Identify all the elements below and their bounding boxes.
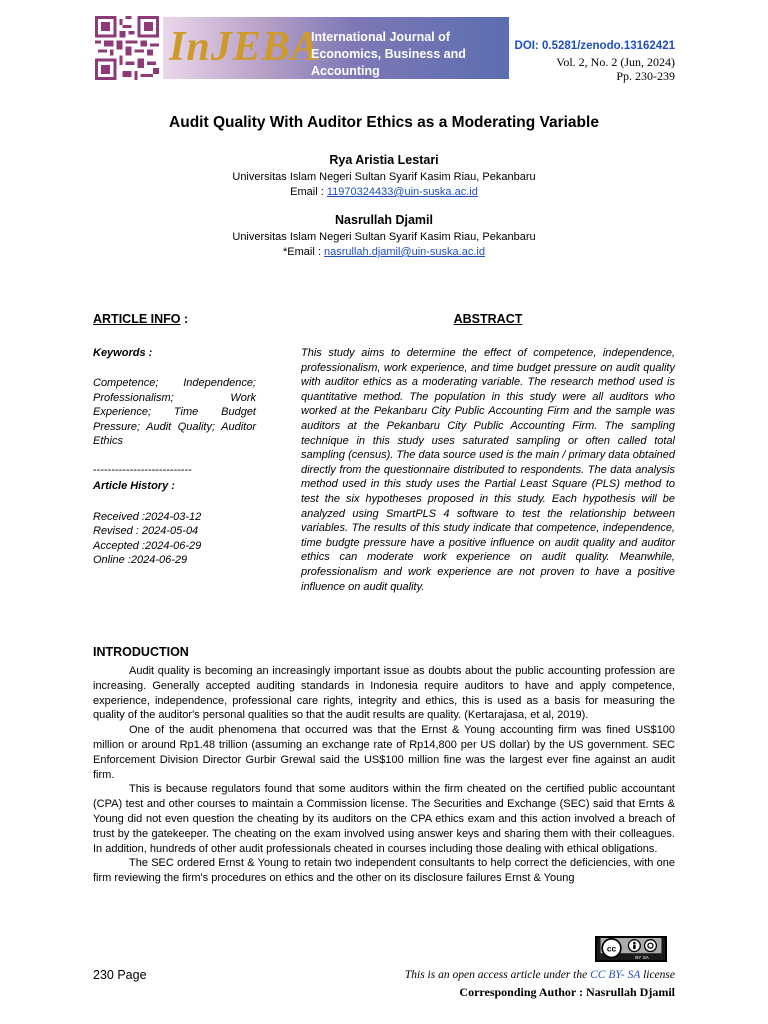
- journal-logo: InJEBA: [169, 24, 320, 70]
- paragraph: Audit quality is becoming an increasingly important issue as doubts about the public accounting profession are increasing. Generally accepted auditing standards in Indonesia require auditors to have and apply competence, experience, independence, professional care rights, integrity and ethics, this is used as a basis for measuring the quality of the auditor's personal qualities so that the audit results are quality. (Kertarajasa, et al, 2019).: [93, 665, 675, 722]
- svg-text:BY SA: BY SA: [635, 955, 649, 961]
- author-name: Nasrullah Djamil: [335, 213, 433, 227]
- keywords-label: Keywords :: [93, 347, 153, 359]
- article-info-heading: ARTICLE INFO :: [93, 312, 189, 326]
- author-email-link[interactable]: 11970324433@uin-suska.ac.id: [326, 186, 478, 198]
- keywords: Competence; Independence; Professionalism; Work Experience; Time Budget Pressure; Audit Quality; Auditor Ethics: [93, 377, 256, 447]
- license-note: This is an open access article under the CC BY- SA license: [404, 969, 675, 981]
- online-date: Online :2024-06-29: [93, 554, 188, 566]
- revised-date: Revised : 2024-05-04: [93, 525, 199, 537]
- qr-code: [95, 16, 159, 80]
- cc-by-sa-icon: [595, 936, 667, 962]
- paragraph: The SEC ordered Ernst & Young to retain two independent consultants to help correct the deficiencies, with one firm reviewing the firm's procedures on ethics and the other on its disclosure failures Ernst & Young: [93, 857, 675, 885]
- journal-name: International Journal of Economics, Business and Accounting: [311, 30, 466, 78]
- abstract-text: This study aims to determine the effect of competence, independence, professionalism, work experience, and time budget pressure on audit quality with auditor ethics as a moderating variable. The research method used is quantitative method. The population in this study were all auditors who worked at the Pekanbaru City Public Accounting Firm and the sample was auditors at the Pekanbaru City Public Accounting Firm. The sampling technique in this study uses saturated sampling or often called total sampling (census). The data source used is the main / primary data obtained directly from the questionnaire distributed to respondents. The data analysis method used in this study uses the Partial Least Square (PLS) method to test the six hypotheses proposed in this study. Each hypothesis will be analyzed using SmartPLS 4 software to test the relationship between variables. The results of this study indicate that competence, independence, time budgte pressure have a positive influence on audit quality and auditor ethics can moderate work experience on audit quality. Meanwhile, professionalism and work experience are not proven to have a positive influence on audit quality.: [301, 347, 675, 593]
- author-affiliation: Universitas Islam Negeri Sultan Syarif Kasim Riau, Pekanbaru: [232, 171, 536, 183]
- license-link[interactable]: CC BY- SA: [590, 969, 641, 981]
- introduction-heading: INTRODUCTION: [93, 645, 189, 659]
- paragraph: This is because regulators found that some auditors within the firm cheated on the certified public accountant (CPA) test and other courses to maintain a Commission license. The Securities and Exchange (SEC) said that Ernts & Young did not even question the cheating by its auditors on the CPA ethics exam and this action involved a breach of trust by the gatekeeper. The cheating on the exam involved using answer keys and sharing them with their colleagues. In addition, hundreds of other audit professionals cheated in courses including those dealing with ethical obligations.: [93, 783, 675, 855]
- separator: ---------------------------: [93, 464, 192, 476]
- svg-text:cc: cc: [606, 943, 617, 954]
- paragraph: One of the audit phenomena that occurred was that the Ernst & Young accounting firm was fined US$100 million or around Rp1.48 trillion (assuming an exchange rate of Rp14,800 per US dollar) by the US government. SEC Enforcement Division Director Gurbir Grewal said the US$100 million fine was the largest ever fine against an audit firm.: [93, 724, 675, 781]
- journal-banner: [163, 17, 509, 79]
- author-email-line: [0, 246, 768, 258]
- page-range: Pp. 230-239: [616, 69, 675, 83]
- email-label: *Email :: [283, 246, 324, 258]
- email-label: Email :: [290, 186, 327, 198]
- doi[interactable]: DOI: 0.5281/zenodo.13162421: [514, 40, 675, 52]
- author-email-line: [0, 186, 768, 198]
- introduction-body: [93, 664, 675, 886]
- accepted-date: Accepted :2024-06-29: [93, 540, 202, 552]
- corresponding-author: Corresponding Author : Nasrullah Djamil: [459, 985, 675, 999]
- author-name: Rya Aristia Lestari: [329, 153, 439, 167]
- paper-title: Audit Quality With Auditor Ethics as a Moderating Variable: [169, 114, 599, 131]
- article-history-label: Article History :: [93, 480, 175, 492]
- volume-issue: Vol. 2, No. 2 (Jun, 2024): [556, 55, 675, 69]
- author-affiliation: Universitas Islam Negeri Sultan Syarif Kasim Riau, Pekanbaru: [232, 231, 536, 243]
- author-email-link[interactable]: nasrullah.djamil@uin-suska.ac.id: [324, 246, 485, 258]
- abstract-heading: ABSTRACT: [453, 312, 523, 326]
- received-date: Received :2024-03-12: [93, 511, 202, 523]
- page-number: 230 Page: [93, 968, 147, 982]
